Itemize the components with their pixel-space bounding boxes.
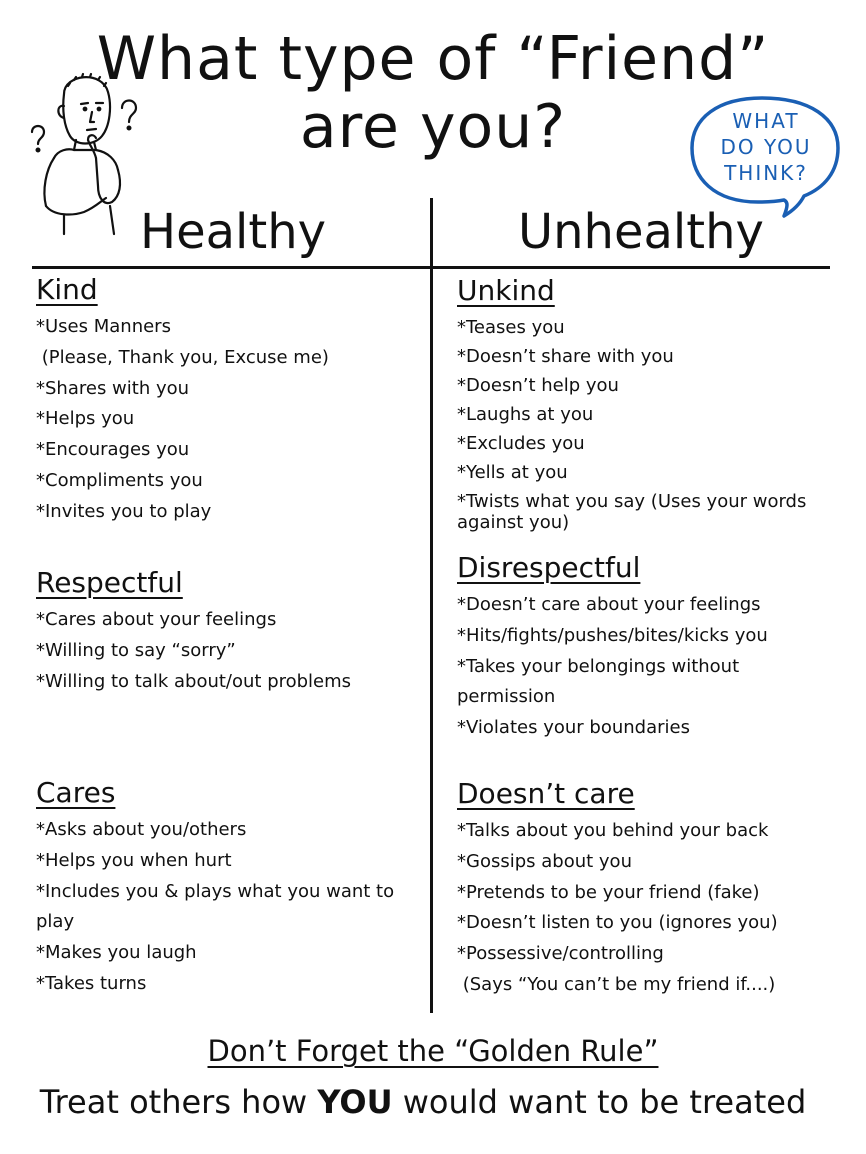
list-item: *Willing to talk about/out problems — [36, 670, 352, 692]
section-respectful — [36, 565, 426, 697]
healthy-column-heading: Healthy — [140, 204, 327, 260]
list-item: *Doesn’t care about your feelings — [457, 594, 761, 615]
list-item: *Doesn’t help you — [457, 375, 619, 396]
list-item: *Doesn’t listen to you (ignores you) — [457, 912, 778, 934]
list-item: *Talks about you behind your back — [457, 820, 769, 841]
list-item: *Excludes you — [457, 433, 585, 454]
list-item: *Doesn’t share with you — [457, 346, 674, 367]
page-title-line-2: are you? — [299, 92, 567, 162]
list-item: *Shares with you — [36, 377, 190, 399]
list-item: *Possessive/controlling — [457, 943, 664, 965]
section-kind — [36, 272, 426, 528]
section-title: Respectful — [36, 566, 183, 599]
bubble-line-1: WHAT — [732, 109, 800, 133]
list-item: *Asks about you/others — [36, 819, 247, 840]
list-item: *Pretends to be your friend (fake) — [457, 881, 760, 903]
golden-rule-heading: Don’t Forget the “Golden Rule” — [207, 1034, 659, 1068]
list-item: *Yells at you — [457, 462, 568, 483]
unhealthy-column-heading: Unhealthy — [518, 204, 764, 260]
section-title: Unkind — [457, 274, 555, 307]
list-item: *Cares about your feelings — [36, 609, 277, 630]
section-cares — [36, 775, 416, 1000]
list-item: *Takes your belongings without permission — [457, 655, 740, 708]
list-item: *Willing to say “sorry” — [36, 639, 236, 661]
list-item: (Please, Thank you, Excuse me) — [36, 346, 329, 368]
list-item: *Laughs at you — [457, 404, 594, 425]
thinking-person-illustration — [24, 66, 154, 236]
section-disrespectful — [457, 550, 807, 744]
list-item: *Takes turns — [36, 972, 147, 994]
list-item: *Compliments you — [36, 469, 203, 491]
list-item: *Invites you to play — [36, 500, 212, 522]
bubble-line-2: DO YOU — [720, 135, 812, 159]
golden-rule-text — [0, 1080, 846, 1124]
list-item: *Helps you — [36, 408, 135, 430]
section-unkind — [457, 273, 817, 535]
list-item: *Violates your boundaries — [457, 717, 690, 739]
section-title: Doesn’t care — [457, 777, 635, 810]
section-doesnt-care — [457, 776, 847, 1001]
list-item: *Includes you & plays what you want to play — [36, 880, 395, 933]
section-title: Cares — [36, 776, 116, 809]
list-item: (Says “You can’t be my friend if....) — [457, 973, 776, 995]
list-item: *Encourages you — [36, 439, 190, 461]
list-item: *Twists what you say (Uses your words against you) — [457, 491, 807, 533]
section-title: Kind — [36, 273, 98, 306]
list-item: *Uses Manners — [36, 316, 171, 337]
treat-text-start: Treat others how — [39, 1083, 318, 1121]
bubble-line-3: THINK? — [724, 161, 808, 185]
list-item: *Makes you laugh — [36, 942, 197, 964]
vertical-divider — [430, 198, 433, 1013]
treat-text-emphasis: YOU — [317, 1083, 393, 1121]
treat-text-end: would want to be treated — [392, 1083, 807, 1121]
list-item: *Hits/fights/pushes/bites/kicks you — [457, 624, 768, 646]
list-item: *Helps you when hurt — [36, 849, 232, 871]
list-item: *Teases you — [457, 317, 565, 338]
section-title: Disrespectful — [457, 551, 641, 584]
page-title-line-1: What type of “Friend” — [96, 24, 770, 94]
list-item: *Gossips about you — [457, 850, 632, 872]
